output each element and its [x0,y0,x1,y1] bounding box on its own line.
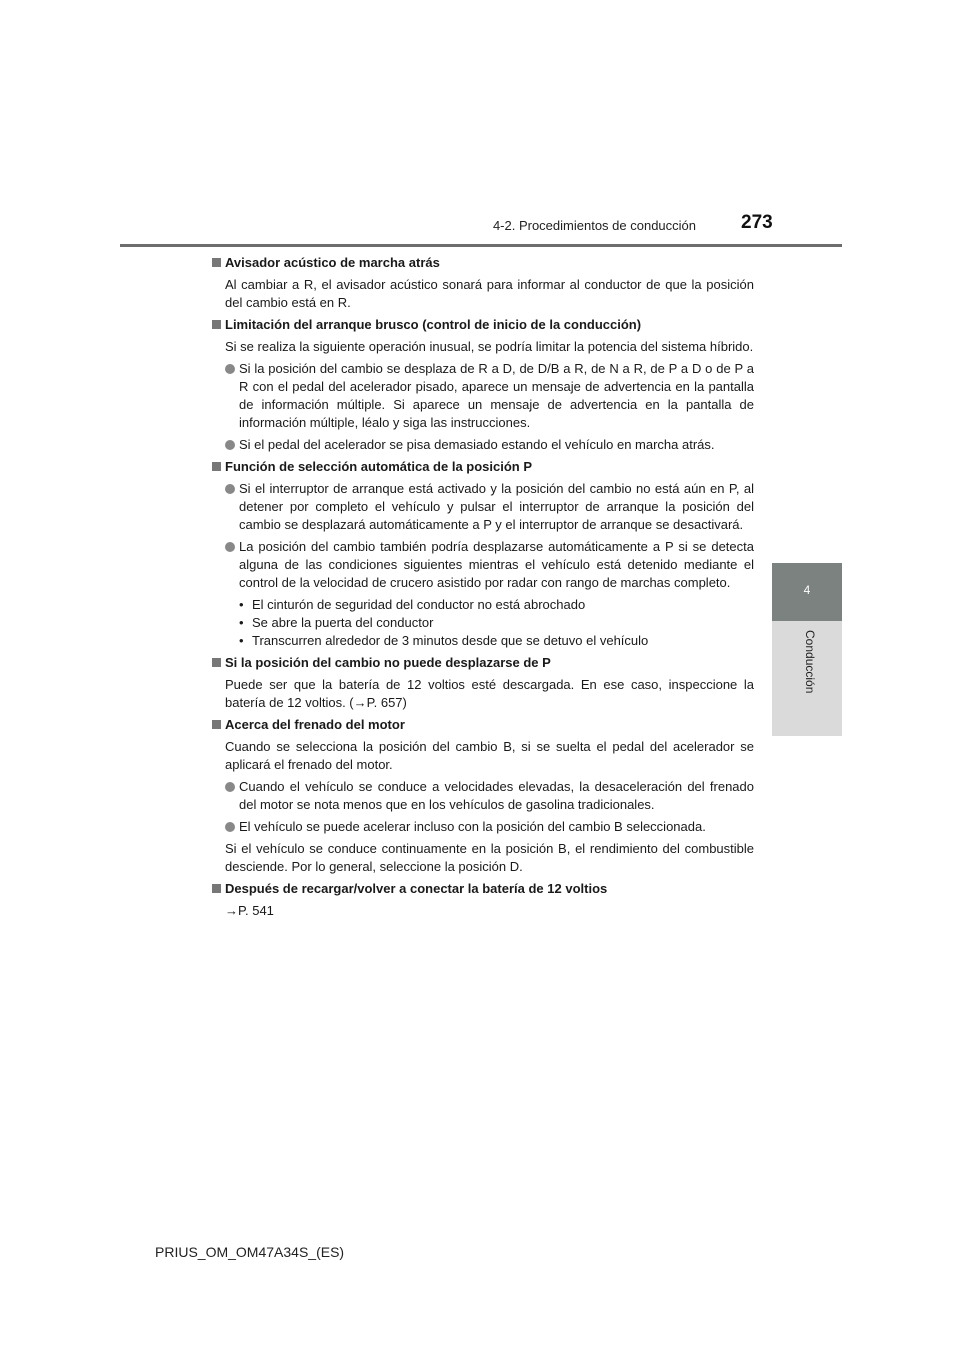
sub-list-item-text: Se abre la puerta del conductor [252,615,434,630]
section-heading [212,458,754,476]
heading-text: Limitación del arranque brusco (control de inicio de la conducción) [225,317,642,332]
paragraph: Si se realiza la siguiente operación inusual, se podría limitar la potencia del sistema híbrido. [225,339,754,354]
square-bullet-icon [212,884,221,893]
page-reference-link[interactable]: →P. 541 [225,903,274,918]
section-heading [212,716,754,734]
list-item-text: Si la posición del cambio se desplaza de R a D, de D/B a R, de N a R, de P a D o de P a R con el pedal del acelerador pisado, aparece un mensaje de advertencia en la pantalla de información múltiple. Si aparece un mensaje de advertencia en la pantalla de información múltiple, léalo y siga las instrucciones. [239,361,754,430]
section-after-battery-reconnect [212,880,754,920]
section-reverse-buzzer [212,254,754,312]
small-bullet-icon: • [239,597,244,612]
list-item-text: La posición del cambio también podría desplazarse automáticamente a P si se detecta alguna de las condiciones siguientes mientras el vehículo está detenido mediante el control de la velocidad de crucero asistido por radar con rango de marchas completo. [239,539,754,590]
paragraph: Si el vehículo se conduce continuamente en la posición B, el rendimiento del combustible desciende. Por lo general, seleccione la posición D. [225,841,754,874]
list-item [212,818,754,836]
chapter-label: Conducción [803,630,817,694]
circle-bullet-icon [225,822,235,832]
heading-text: Acerca del frenado del motor [225,717,405,732]
heading-text: Si la posición del cambio no puede desplazarse de P [225,655,551,670]
chapter-number: 4 [803,583,811,597]
list-item [212,778,754,814]
circle-bullet-icon [225,484,235,494]
section-heading [212,316,754,334]
square-bullet-icon [212,658,221,667]
square-bullet-icon [212,258,221,267]
list-item [212,360,754,432]
circle-bullet-icon [225,440,235,450]
list-item-text: Cuando el vehículo se conduce a velocidades elevadas, la desaceleración del frenado del motor se nota menos que en los vehículos de gasolina tradicionales. [239,779,754,812]
heading-text: Después de recargar/volver a conectar la batería de 12 voltios [225,881,608,896]
section-title: 4-2. Procedimientos de conducción [492,218,696,233]
list-item [212,436,754,454]
main-content [212,254,754,924]
section-drive-start-control [212,316,754,454]
circle-bullet-icon [225,364,235,374]
section-engine-braking [212,716,754,876]
document-code: PRIUS_OM_OM47A34S_(ES) [155,1244,345,1260]
paragraph: Al cambiar a R, el avisador acústico sonará para informar al conductor de que la posición del cambio está en R. [225,277,754,310]
list-item-text: Si el interruptor de arranque está activado y la posición del cambio no está aún en P, al detener por completo el vehículo y pulsar el interruptor de arranque la posición del cambio se desplazará automáticamente a P y el interruptor de arranque se desactivará. [239,481,754,532]
small-bullet-icon: • [239,615,244,630]
circle-bullet-icon [225,542,235,552]
heading-text: Función de selección automática de la posición P [225,459,533,474]
circle-bullet-icon [225,782,235,792]
square-bullet-icon [212,320,221,329]
page-number: 273 [741,212,773,233]
list-item-text: El vehículo se puede acelerar incluso con la posición del cambio B seleccionada. [239,819,706,834]
small-bullet-icon: • [239,633,244,648]
sub-list-item [212,632,754,650]
square-bullet-icon [212,720,221,729]
section-heading [212,880,754,898]
section-heading [212,654,754,672]
list-item [212,538,754,592]
section-heading [212,254,754,272]
sub-list-item-text: El cinturón de seguridad del conductor no está abrochado [252,597,586,612]
list-item-text: Si el pedal del acelerador se pisa demasiado estando el vehículo en marcha atrás. [239,437,715,452]
paragraph: Puede ser que la batería de 12 voltios esté descargada. En ese caso, inspeccione la batería de 12 voltios. (→P. 657) [225,677,754,710]
list-item [212,480,754,534]
sub-list-item [212,614,754,632]
section-cannot-shift-from-p [212,654,754,712]
paragraph: Cuando se selecciona la posición del cambio B, si se suelta el pedal del acelerador se aplicará el frenado del motor. [225,739,754,772]
chapter-tab[interactable] [772,563,842,621]
sub-list-item [212,596,754,614]
heading-text: Avisador acústico de marcha atrás [225,255,440,270]
header-divider [120,244,842,247]
section-auto-p-selection [212,458,754,650]
sub-list-item-text: Transcurren alrededor de 3 minutos desde que se detuvo el vehículo [252,633,649,648]
square-bullet-icon [212,462,221,471]
